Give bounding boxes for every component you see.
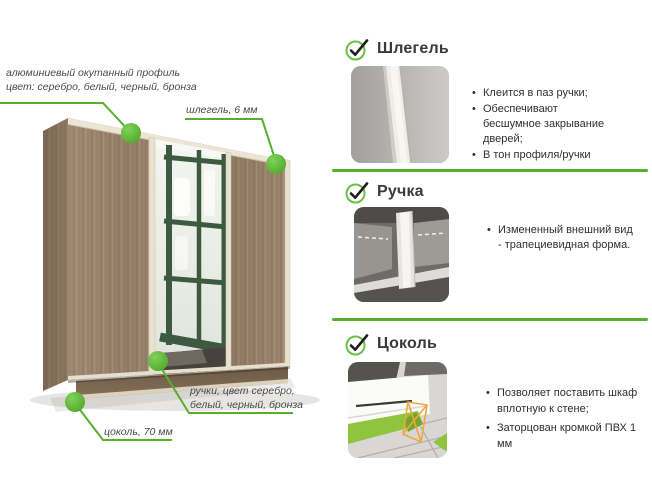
plinth-bullet-list (486, 385, 652, 455)
schlegel-callout-dot (266, 154, 286, 174)
checkmark-icon (344, 179, 370, 205)
section-title-schlegel: Шлегель (377, 40, 449, 57)
profile-callout-dot (121, 123, 141, 143)
callout-profile (6, 67, 197, 95)
bullet-item: • Клеится в паз ручки; (472, 86, 617, 101)
callout-schlegel: шлегель, 6 мм (186, 104, 258, 116)
checkmark-icon (344, 331, 370, 357)
bullet-item: • В тон профиля/ручки (472, 148, 617, 163)
callout-handles (190, 385, 303, 413)
plinth-callout-dot (65, 392, 85, 412)
bullet-item: • Заторцован кромкой ПВХ 1 мм (486, 420, 652, 452)
callout-profile-line2: цвет: серебро, белый, черный, бронза (6, 80, 197, 93)
plinth-photo (348, 362, 447, 458)
callout-profile-line1: алюминиевый окутанный профиль (6, 67, 181, 79)
schlegel-photo (351, 66, 449, 163)
callout-handles-line2: белый, черный, бронза (190, 398, 303, 411)
mirror-door (154, 139, 227, 375)
schlegel-bullet-list (472, 86, 617, 164)
section-divider (332, 318, 648, 321)
handle-photo (354, 207, 449, 302)
bullet-item: • Обеспечивают бесшумное закрывание дверей; (472, 102, 617, 147)
callout-handles-line1: ручки, цвет серебро, (190, 385, 295, 397)
callout-plinth: цоколь, 70 мм (104, 426, 173, 438)
schlegel-photo-art (351, 66, 449, 163)
plinth-photo-art (348, 362, 447, 458)
handle-photo-art (354, 207, 449, 302)
bullet-item: • Позволяет поставить шкаф вплотную к стене; (486, 385, 652, 417)
section-divider (332, 169, 648, 172)
checkmark-icon (344, 36, 370, 62)
section-title-plinth: Цоколь (377, 335, 438, 352)
handle-callout-dot (148, 351, 168, 371)
bullet-item: • Измененный внешний вид - трапециевидная форма. (487, 223, 637, 253)
handle-bullet-list (487, 223, 637, 254)
section-title-handle: Ручка (377, 183, 424, 200)
